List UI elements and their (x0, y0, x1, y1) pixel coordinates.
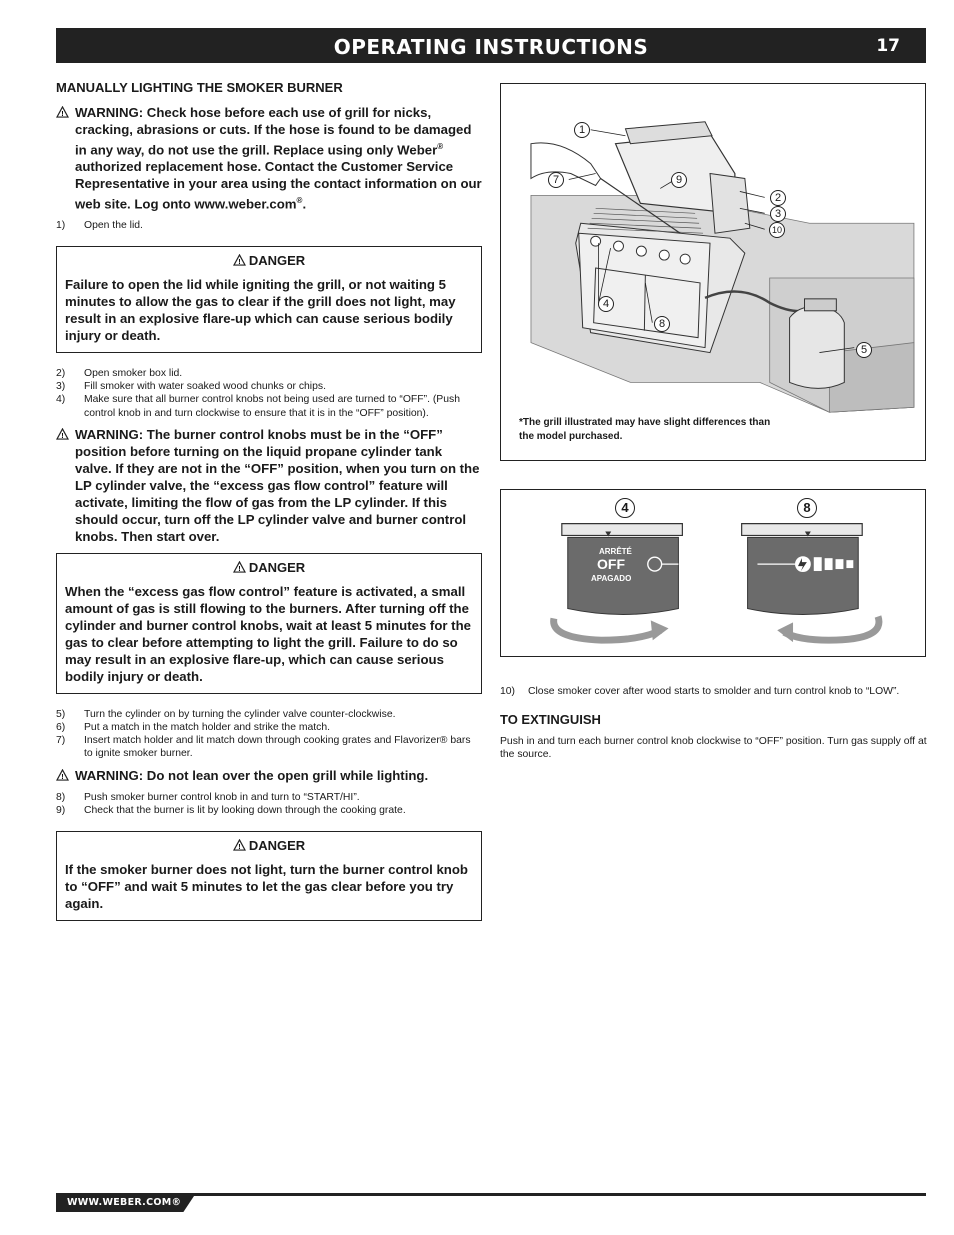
figure-note: *The grill illustrated may have slight differences than the model purchased. (519, 417, 771, 442)
danger-text: Failure to open the lid while igniting the grill, or not waiting 5 minutes to allow the gas to clear if the grill does not light, may result in an explosive flare-up which can cause serious bodily injury or death. (65, 276, 456, 343)
list-item: 5) Turn the cylinder on by turning the cylinder valve counter-clockwise. (56, 708, 396, 720)
callout-3: 3 (770, 206, 786, 222)
list-item: 2) Open smoker box lid. (56, 367, 183, 379)
list-item: 10) Close smoker cover after wood starts to smolder and turn control knob to “LOW”. (500, 686, 900, 697)
footer-url[interactable]: WWW.WEBER.COM® (67, 1197, 182, 1208)
callout-10: 10 (769, 222, 785, 238)
left-column (56, 80, 482, 935)
extinguish-title: TO EXTINGUISH (500, 712, 601, 728)
warning-triangle-icon (233, 839, 246, 851)
callout-4: 4 (598, 296, 614, 312)
page-number: 17 (876, 36, 900, 56)
warning-hose-text: WARNING: Check hose before each use of grill for nicks, cracking, abrasions or cuts. If the hose is found to be damaged in any way, do not use the grill. Replace using only Weber® authorized replacement hose. Contact the Customer Service Representative in your area using the contact information on our web site. Log onto www.weber.com®. (75, 105, 482, 212)
callout-7: 7 (548, 172, 564, 188)
svg-text:!: ! (238, 257, 241, 266)
svg-text:!: ! (61, 771, 64, 781)
callout-8: 8 (797, 498, 817, 518)
list-item: 4) Make sure that all burner control knobs not being used are turned to “OFF”. (Push control knob in and turn clockwise to ensure that it is in the “OFF” position). (56, 394, 460, 419)
extinguish-text: Push in and turn each burner control knob clockwise to “OFF” position. Turn gas supply off at the source. (500, 736, 927, 761)
warning-triangle-icon (233, 561, 246, 573)
warning-triangle-icon (233, 254, 246, 266)
step-list-1 (56, 219, 482, 232)
danger-box-lid (56, 246, 482, 353)
danger-box-no-light (56, 831, 482, 921)
danger-text: When the “excess gas flow control” feature is activated, a small amount of gas is still flowing to the burners. After turning off the cylinder and burner control knobs, wait at least 5 minutes for the gas to clear before attempting to light the grill. Failure to do so may result in an explosive flare-up, which can cause serious bodily injury or death. (65, 583, 471, 684)
callout-8: 8 (654, 316, 670, 332)
warning-triangle-icon (56, 426, 75, 545)
list-item: 1) Open the lid. (56, 219, 143, 231)
danger-heading: ! DANGER (65, 560, 473, 575)
list-item: 8) Push smoker burner control knob in and turn to “START/HI”. (56, 791, 360, 803)
danger-heading: ! DANGER (65, 253, 473, 268)
callout-1: 1 (574, 122, 590, 138)
callout-5: 5 (856, 342, 872, 358)
svg-text:!: ! (238, 563, 241, 573)
knob-label-off: OFF (597, 556, 625, 572)
warning-lean (56, 767, 482, 785)
page-title: OPERATING INSTRUCTIONS (333, 35, 649, 59)
warning-lean-text: WARNING: Do not lean over the open grill while lighting. (75, 767, 429, 783)
right-column (500, 80, 928, 762)
svg-text:!: ! (61, 109, 64, 118)
list-item: 3) Fill smoker with water soaked wood chunks or chips. (56, 381, 326, 393)
danger-box-excess-gas (56, 553, 482, 694)
step-list-2 (56, 367, 482, 420)
warning-triangle-icon (56, 104, 75, 213)
knob-drawing (501, 490, 925, 656)
grill-illustration (500, 83, 926, 461)
section-title: MANUALLY LIGHTING THE SMOKER BURNER (56, 80, 343, 95)
callout-9: 9 (671, 172, 687, 188)
step-list-3 (56, 708, 482, 761)
danger-text: If the smoker burner does not light, turn the burner control knob to “OFF” and wait 5 minutes to let the gas clear before you try again. (65, 862, 468, 912)
svg-text:!: ! (61, 430, 64, 440)
callout-2: 2 (770, 190, 786, 206)
step-list-4 (56, 791, 482, 817)
step-10 (500, 685, 928, 698)
list-item: 9) Check that the burner is lit by looking down through the cooking grate. (56, 804, 406, 816)
knob-label-apagado: APAGADO (591, 574, 632, 583)
callout-4: 4 (615, 498, 635, 518)
danger-heading: ! DANGER (65, 838, 473, 853)
warning-knobs-text: WARNING: The burner control knobs must be in the “OFF” position before turning on the liquid propane cylinder tank valve. If they are not in the “OFF” position, when you turn on the LP cylinder valve, the “excess gas flow control” feature will activate, limiting the flow of gas from the LP cylinder. If this should occur, turn off the LP cylinder valve and burner control knobs. Then start over. (75, 426, 480, 544)
warning-knobs (56, 426, 482, 545)
knob-illustration (500, 489, 926, 657)
warning-triangle-icon (56, 767, 75, 785)
header-bar (56, 28, 926, 63)
list-item: 6) Put a match in the match holder and strike the match. (56, 722, 331, 733)
knob-label-arrete: ARRÊTÉ (599, 547, 632, 556)
svg-text:!: ! (238, 842, 241, 852)
grill-drawing (501, 84, 925, 460)
list-item: 7) Insert match holder and lit match down through cooking grates and Flavorizer® bars to ignite smoker burner. (56, 735, 471, 760)
warning-hose (56, 104, 482, 213)
